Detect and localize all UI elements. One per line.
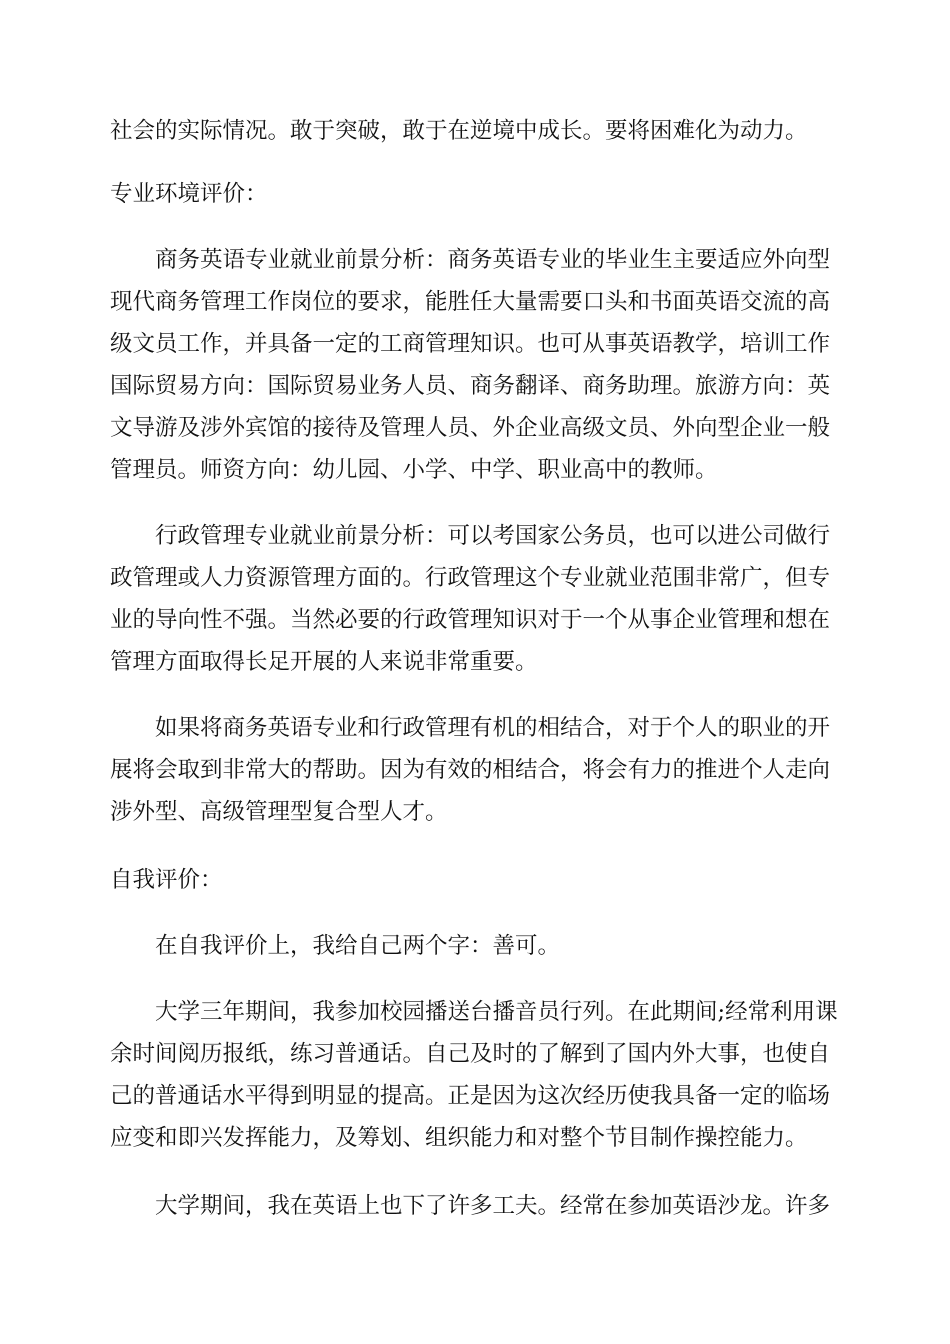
paragraph-administration: 行政管理专业就业前景分析：可以考国家公务员，也可以进公司做行政管理或人力资源管理方面的。行政管理这个专业就业范围非常广，但专业的导向性不强。当然必要的行政管理知识对于一个从事企业管理和想在管理方面取得长足开展的人来说非常重要。 <box>110 523 831 675</box>
paragraph-broadcasting-experience: 大学三年期间，我参加校园播送台播音员行列。在此期间;经常利用课余时间阅历报纸，练习普通话。自己及时的了解到了国内外大事，也使自己的普通话水平得到明显的提高。正是因为这次经历使我具备一定的临场应变和即兴发挥能力，及筹划、组织能力和对整个节目制作操控能力。 <box>110 999 838 1151</box>
paragraph-combination: 如果将商务英语专业和行政管理有机的相结合，对于个人的职业的开展将会取到非常大的帮助。因为有效的相结合，将会有力的推进个人走向涉外型、高级管理型复合型人才。 <box>110 715 831 825</box>
document-body <box>110 110 844 1227</box>
heading-self-evaluation: 自我评价： <box>110 867 223 893</box>
paragraph-self-evaluation-summary: 在自我评价上，我给自己两个字：善可。 <box>155 933 561 959</box>
heading-professional-environment: 专业环境评价： <box>110 181 268 207</box>
paragraph-continuation: 社会的实际情况。敢于突破，敢于在逆境中成长。要将困难化为动力。 <box>110 118 808 144</box>
paragraph-business-english: 商务英语专业就业前景分析：商务英语专业的毕业生主要适应外向型现代商务管理工作岗位的要求，能胜任大量需要口头和书面英语交流的高级文员工作，并具备一定的工商管理知识。也可从事英语教学，培训工作国际贸易方向：国际贸易业务人员、商务翻译、商务助理。旅游方向：英文导游及涉外宾馆的接待及管理人员、外企业高级文员、外向型企业一般管理员。师资方向：幼儿园、小学、中学、职业高中的教师。 <box>110 247 831 483</box>
paragraph-english-study: 大学期间，我在英语上也下了许多工夫。经常在参加英语沙龙。许多 <box>155 1193 831 1219</box>
